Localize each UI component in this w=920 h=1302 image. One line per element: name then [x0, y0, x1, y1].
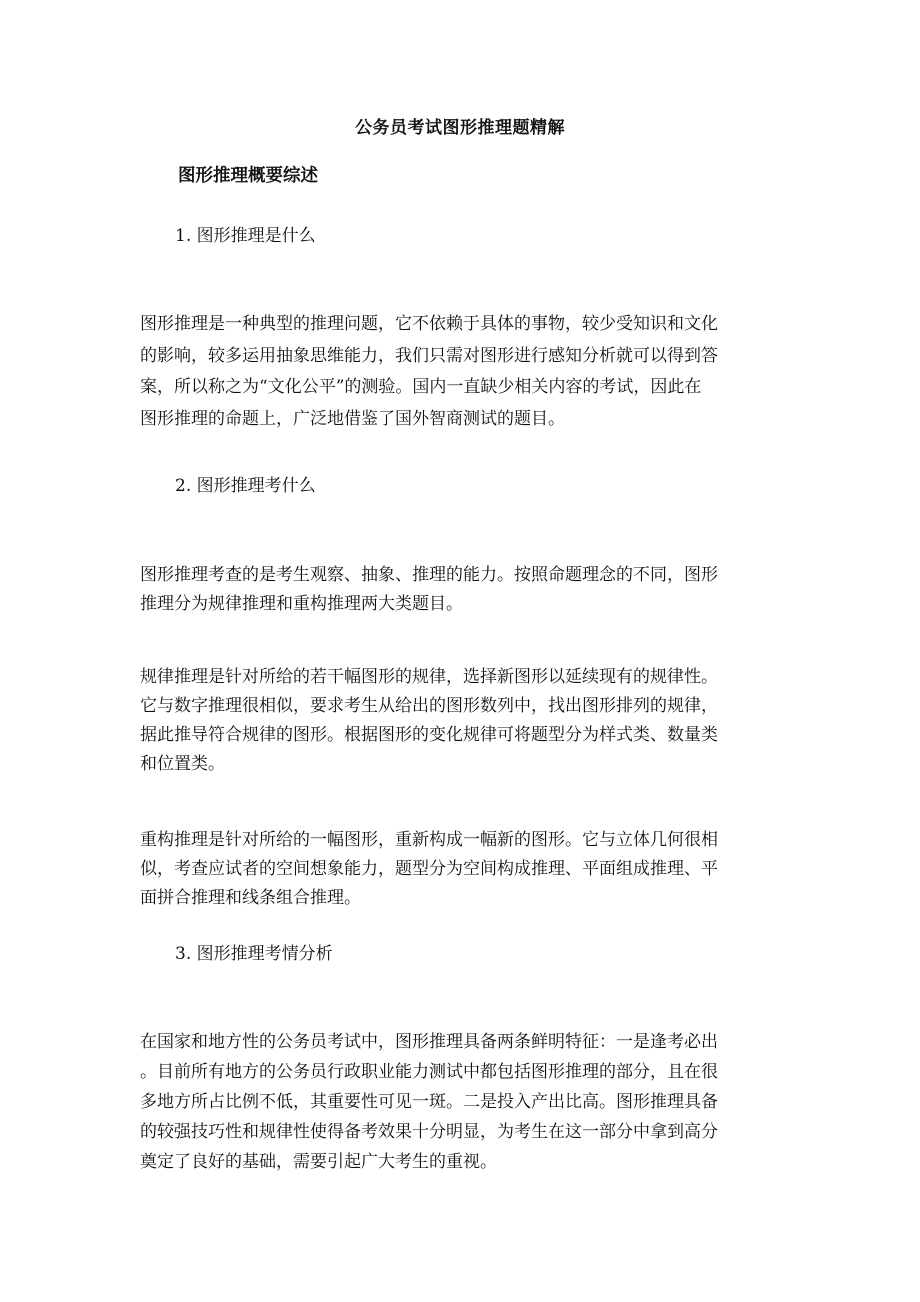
paragraph-line: 图形推理考查的是考生观察、抽象、推理的能力。按照命题理念的不同，图形	[140, 565, 718, 585]
paragraph-line: 推理分为规律推理和重构推理两大类题目。	[140, 594, 463, 614]
paragraph-line: 在国家和地方性的公务员考试中，图形推理具备两条鲜明特征：一是逢考必出	[140, 1032, 718, 1052]
paragraph-exam-analysis	[140, 1027, 780, 1177]
paragraph-what-tests	[140, 561, 780, 619]
subheading-2: 2. 图形推理考什么	[175, 476, 316, 496]
paragraph-line: 据此推导符合规律的图形。根据图形的变化规律可将题型分为样式类、数量类	[140, 725, 718, 745]
paragraph-line: 规律推理是针对所给的若干幅图形的规律，选择新图形以延续现有的规律性。	[140, 667, 718, 687]
paragraph-line: 图形推理的命题上，广泛地借鉴了国外智商测试的题目。	[140, 408, 565, 429]
paragraph-reconstruction-reasoning	[140, 826, 780, 913]
paragraph-what-is	[140, 309, 780, 435]
subheading-3: 3. 图形推理考情分析	[175, 944, 333, 964]
paragraph-line: 的较强技巧性和规律性使得备考效果十分明显，为考生在这一部分中拿到高分	[140, 1122, 718, 1142]
paragraph-line: 和位置类。	[140, 754, 225, 774]
paragraph-rule-reasoning	[140, 663, 780, 779]
paragraph-line: 奠定了良好的基础，需要引起广大考生的重视。	[140, 1152, 497, 1172]
paragraph-line: 的影响，较多运用抽象思维能力，我们只需对图形进行感知分析就可以得到答	[140, 345, 718, 366]
paragraph-line: 重构推理是针对所给的一幅图形，重新构成一幅新的图形。它与立体几何很相	[140, 830, 718, 850]
paragraph-line: 图形推理是一种典型的推理问题，它不依赖于具体的事物，较少受知识和文化	[140, 314, 718, 334]
paragraph-line: 多地方所占比例不低，其重要性可见一斑。二是投入产出比高。图形推理具备	[140, 1092, 718, 1112]
document-title: 公务员考试图形推理题精解	[355, 118, 565, 138]
paragraph-line: 。目前所有地方的公务员行政职业能力测试中都包括图形推理的部分，且在很	[140, 1062, 718, 1082]
subheading-1: 1. 图形推理是什么	[175, 226, 316, 246]
paragraph-line: 它与数字推理很相似，要求考生从给出的图形数列中，找出图形排列的规律，	[140, 696, 718, 716]
paragraph-line: 似，考查应试者的空间想象能力，题型分为空间构成推理、平面组成推理、平	[140, 859, 718, 879]
section-heading: 图形推理概要综述	[178, 166, 318, 186]
paragraph-line: 案，所以称之为“文化公平”的测验。国内一直缺少相关内容的考试，因此在	[140, 377, 702, 397]
paragraph-line: 面拼合推理和线条组合推理。	[140, 888, 361, 908]
